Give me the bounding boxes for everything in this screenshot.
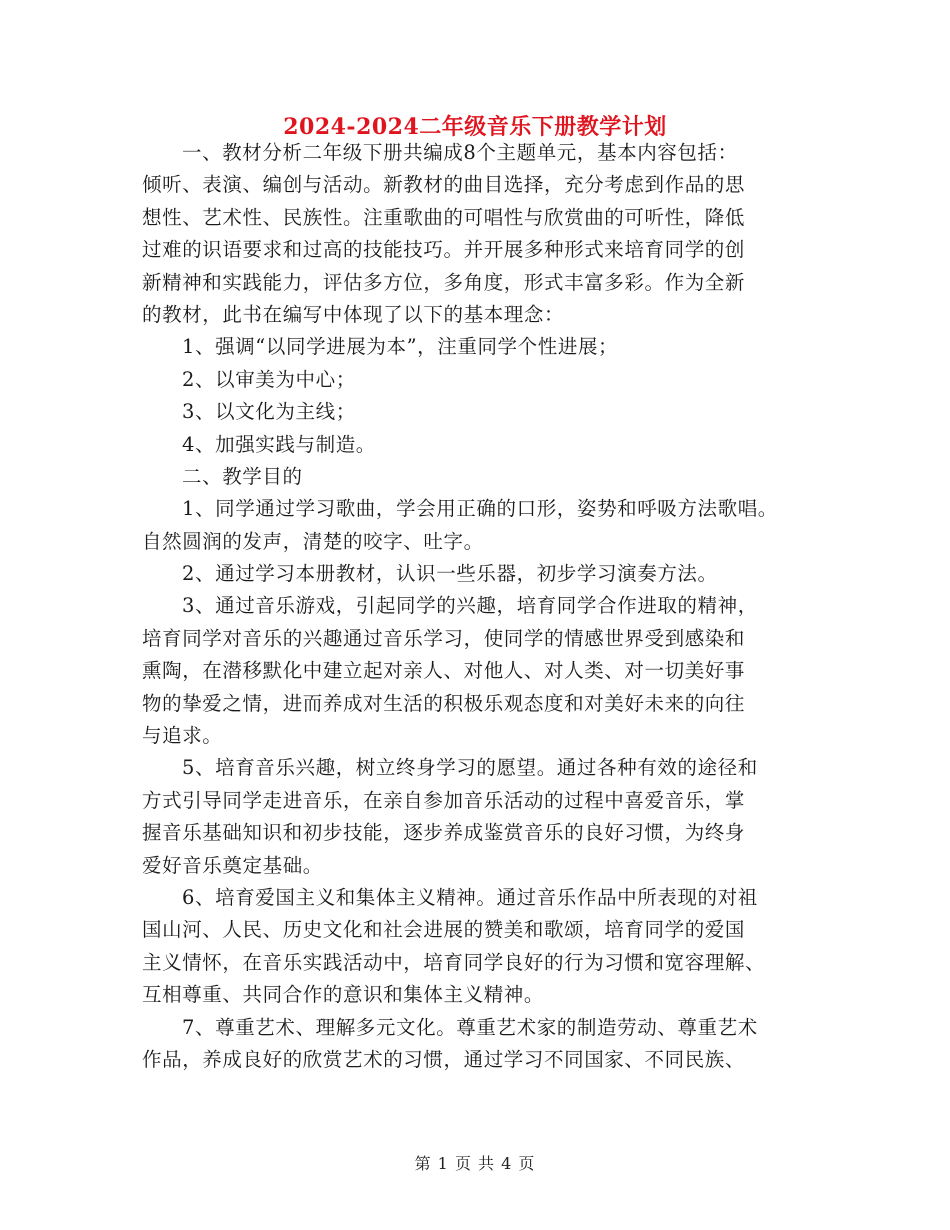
body-line: 过难的识语要求和过高的技能技巧。并开展多种形式来培育同学的创 [142, 238, 746, 262]
body-line: 自然圆润的发声，清楚的咬字、吐字。 [142, 529, 484, 553]
body-line: 熏陶，在潜移默化中建立起对亲人、对他人、对人类、对一切美好事 [142, 659, 746, 683]
body-line: 想性、艺术性、民族性。注重歌曲的可唱性与欣赏曲的可听性，降低 [142, 205, 746, 229]
body-line: 作品，养成良好的欣赏艺术的习惯，通过学习不同国家、不同民族、 [142, 1047, 746, 1071]
body-line: 培育同学对音乐的兴趣通过音乐学习，使同学的情感世界受到感染和 [142, 626, 746, 650]
body-line: 二、教学目的 [182, 464, 303, 488]
body-line: 2、通过学习本册教材，认识一些乐器，初步学习演奏方法。 [182, 562, 718, 586]
document-title: 2024-2024二年级音乐下册教学计划 [283, 114, 667, 140]
body-line: 握音乐基础知识和初步技能，逐步养成鉴赏音乐的良好习惯，为终身 [142, 821, 746, 845]
body-line: 的教材，此书在编写中体现了以下的基本理念： [142, 302, 565, 326]
body-line: 1、强调“以同学进展为本”，注重同学个性进展； [182, 335, 619, 359]
body-line: 7、尊重艺术、理解多元文化。尊重艺术家的制造劳动、尊重艺术 [182, 1015, 758, 1039]
body-line: 一、教材分析二年级下册共编成8个主题单元，基本内容包括： [182, 141, 738, 164]
body-line: 物的挚爱之情，进而养成对生活的积极乐观态度和对美好未来的向往 [142, 691, 746, 715]
body-line: 国山河、人民、历史文化和社会进展的赞美和歌颂，培育同学的爱国 [142, 918, 746, 942]
body-line: 1、同学通过学习歌曲，学会用正确的口形，姿势和呼吸方法歌唱。 [182, 497, 778, 521]
body-line: 2、以审美为中心； [182, 367, 356, 391]
body-line: 新精神和实践能力，评估多方位，多角度，形式丰富多彩。作为全新 [142, 270, 746, 294]
body-line: 6、培育爱国主义和集体主义精神。通过音乐作品中所表现的对祖 [182, 885, 758, 909]
body-line: 5、培育音乐兴趣，树立终身学习的愿望。通过各种有效的途径和 [182, 756, 758, 780]
body-line: 3、以文化为主线； [182, 400, 356, 424]
page-footer: 第 1 页 共 4 页 [414, 1154, 536, 1173]
body-line: 方式引导同学走进音乐，在亲自参加音乐活动的过程中喜爱音乐，掌 [142, 788, 746, 812]
body-line: 3、通过音乐游戏，引起同学的兴趣，培育同学合作进取的精神， [182, 594, 758, 618]
body-line: 互相尊重、共同合作的意识和集体主义精神。 [142, 983, 545, 1007]
body-line: 爱好音乐奠定基础。 [142, 853, 323, 877]
body-line: 与追求。 [142, 724, 223, 748]
body-line: 4、加强实践与制造。 [182, 432, 376, 456]
document-body [142, 137, 812, 1076]
body-line: 倾听、表演、编创与活动。新教材的曲目选择，充分考虑到作品的思 [142, 173, 746, 197]
body-line: 主义情怀，在音乐实践活动中，培育同学良好的行为习惯和宽容理解、 [142, 950, 766, 974]
